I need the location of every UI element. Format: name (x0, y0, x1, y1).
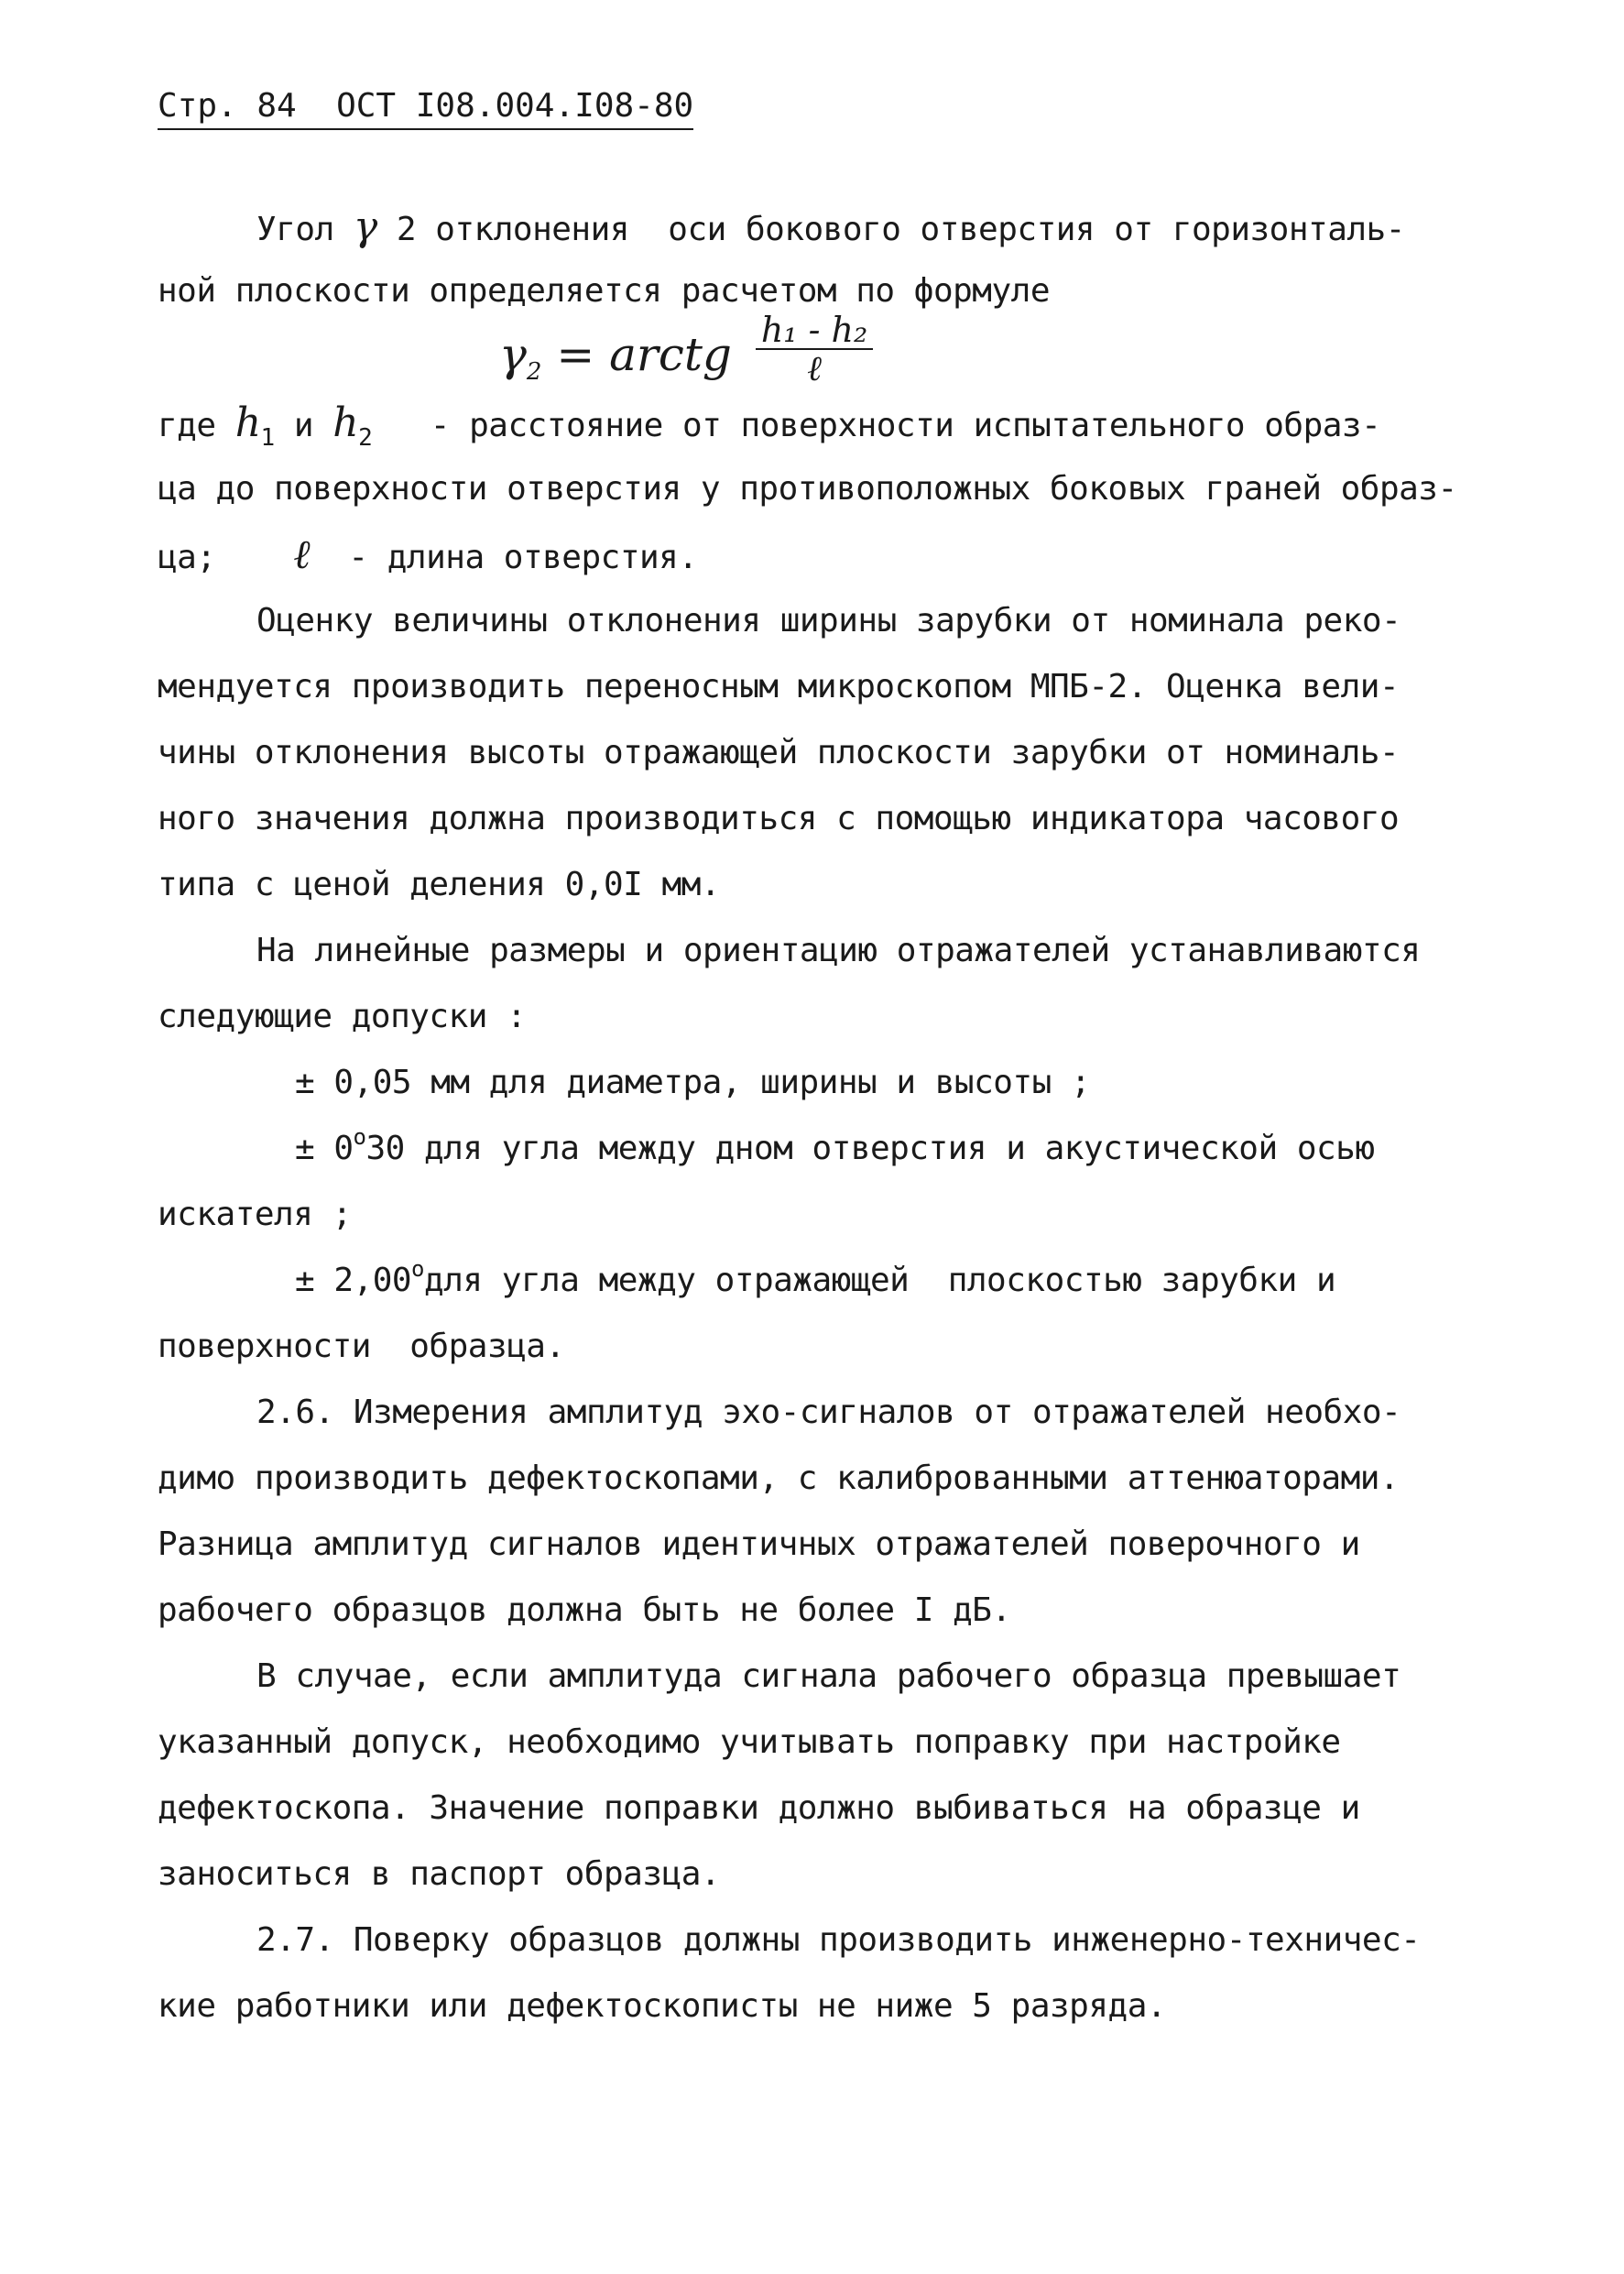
gamma-symbol: γ (353, 203, 377, 250)
section-2-6-line-3: Разница амплитуд сигналов идентичных отражателей поверочного и (158, 1525, 1360, 1563)
formula-arctg: = arctg (541, 328, 747, 381)
h2-symbol: h (332, 399, 359, 446)
formula-fraction (756, 312, 873, 387)
formula-gamma2: $\gamma_2$ = arctg $\frac{\text{h₁ - h₂}}{\text{ℓ}}$ (499, 321, 873, 396)
paragraph-estimate-line-3: чины отклонения высоты отражающей плоскости зарубки от номиналь- (158, 734, 1400, 771)
tolerance-item-2: ± $0^о30$ для угла между дном отверстия и акустической осью (295, 1124, 1375, 1167)
section-2-7-line-2: кие работники или дефектоскописты не ниже 5 разряда. (158, 1987, 1167, 2025)
paragraph-where-line-1: где $h_1$ и $h_2$ - расстояние от поверхности испытательного образ- (158, 399, 1381, 452)
paragraph-correction-line-4: заноситься в паспорт образца. (158, 1855, 721, 1893)
paragraph-tolerances-line-1: На линейные размеры и ориентацию отражателей устанавливаются (256, 932, 1421, 969)
page-header: Стр. 84 ОСТ I08.004.I08-80 (158, 86, 693, 130)
paragraph-estimate-line-1: Оценку величины отклонения ширины зарубки от номинала реко- (256, 602, 1401, 640)
paragraph-correction-line-1: В случае, если амплитуда сигнала рабочего образца превышает (256, 1657, 1401, 1695)
paragraph-correction-line-2: указанный допуск, необходимо учитывать поправку при настройке (158, 1723, 1341, 1761)
tolerance-item-3-cont: поверхности образца. (158, 1328, 565, 1365)
section-2-6-line-1: 2.6. Измерения амплитуд эхо-сигналов от отражателей необхо- (256, 1394, 1401, 1431)
section-2-6-line-4: рабочего образцов должна быть не более I дБ. (158, 1591, 1011, 1629)
paragraph-angle-line-2: ной плоскости определяется расчетом по формуле (158, 272, 1050, 310)
paragraph-tolerances-line-2: следующие допуски : (158, 998, 527, 1035)
paragraph-estimate-line-2: мендуется производить переносным микроскопом МПБ-2. Оценка вели- (158, 668, 1400, 705)
paragraph-estimate-line-5: типа с ценой деления 0,0I мм. (158, 866, 721, 903)
formula-denominator: ℓ (807, 348, 822, 388)
tolerance-item-2-cont: искателя ; (158, 1196, 352, 1233)
ell-symbol: ℓ (293, 531, 311, 578)
h1-symbol: h (234, 399, 261, 446)
paragraph-correction-line-3: дефектоскопа. Значение поправки должно выбиваться на образце и (158, 1789, 1360, 1827)
paragraph-where-line-2: ца до поверхности отверстия у противоположных боковых граней образ- (158, 470, 1457, 508)
paragraph-where-line-3: ца; ℓ - длина отверстия. (158, 531, 698, 578)
formula-numerator: h₁ - h₂ (756, 312, 873, 350)
paragraph-estimate-line-4: ного значения должна производиться с помощью индикатора часового (158, 800, 1400, 837)
section-2-6-line-2: димо производить дефектоскопами, с калиброванными аттенюаторами. (158, 1460, 1400, 1497)
formula-lhs: γ (499, 328, 527, 381)
tolerance-item-3: ± $2,00^одля$ угла между отражающей плоскостью зарубки и (295, 1256, 1336, 1299)
section-2-7-line-1: 2.7. Поверку образцов должны производить инженерно-техничес- (256, 1921, 1421, 1959)
tolerance-item-1: ± 0,05 мм для диаметра, ширины и высоты ; (295, 1064, 1091, 1101)
paragraph-angle-line-1: Угол γ 2 отклонения оси бокового отверстия от горизонталь- (256, 203, 1405, 250)
